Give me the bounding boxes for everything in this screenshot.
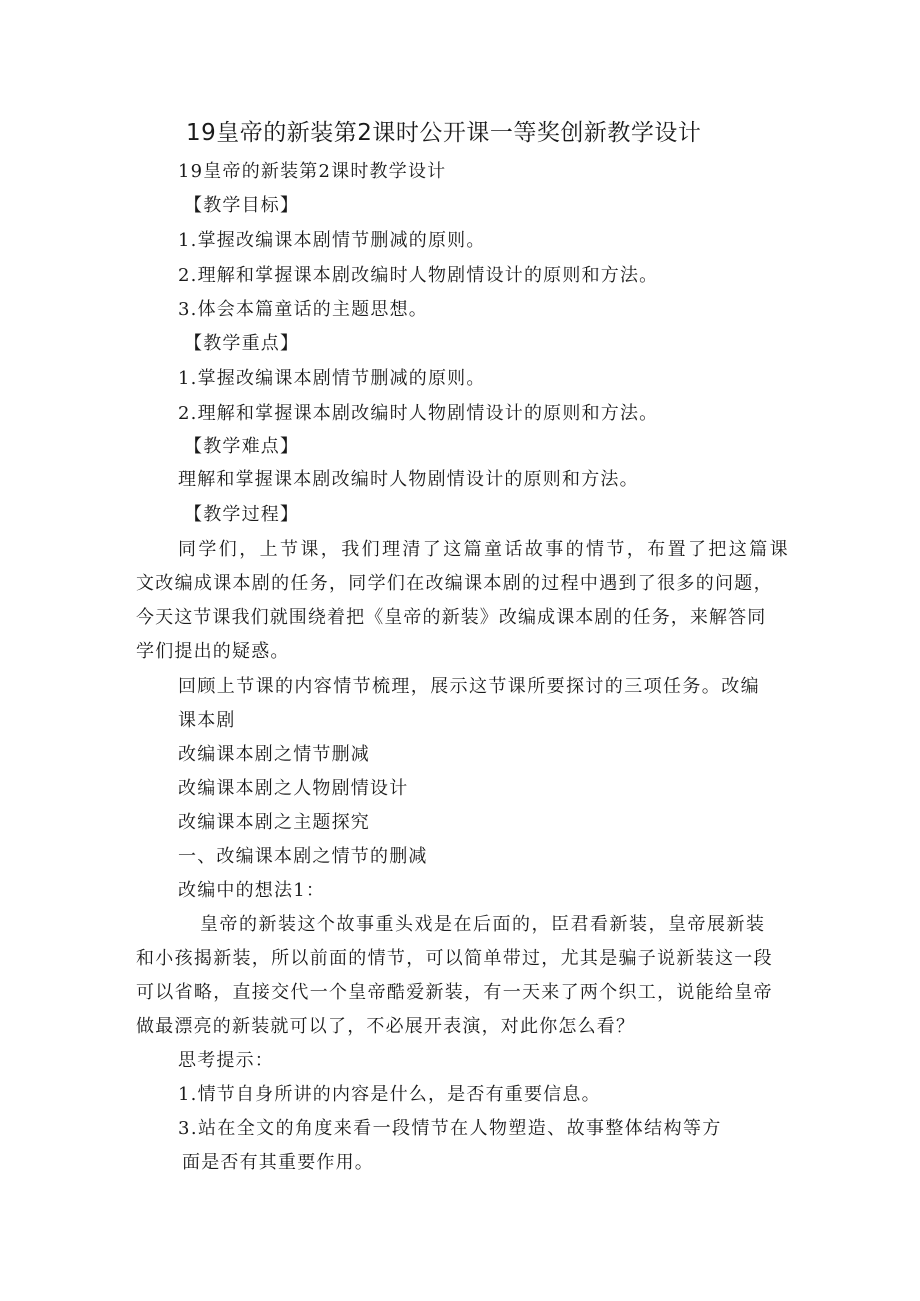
hint-item: 3.站在全文的角度来看一段情节在人物塑造、故事整体结构等方 xyxy=(178,1118,722,1139)
document-title: 19皇帝的新装第2课时公开课一等奖创新教学设计 xyxy=(186,120,702,146)
goal-item: 1.掌握改编课本剧情节删减的原则。 xyxy=(178,230,486,251)
section-one-heading: 一、改编课本剧之情节的删减 xyxy=(178,846,428,867)
idea-line: 可以省略，直接交代一个皇帝酷爱新装，有一天来了两个织工，说能给皇帝 xyxy=(136,982,773,1003)
goal-item: 3.体会本篇童话的主题思想。 xyxy=(178,299,428,320)
review-line: 回顾上节课的内容情节梳理，展示这节课所要探讨的三项任务。改编 xyxy=(178,676,760,697)
goal-item: 2.理解和掌握课本剧改编时人物剧情设计的原则和方法。 xyxy=(178,265,659,286)
document-subtitle: 19皇帝的新装第2课时教学设计 xyxy=(178,161,447,182)
difficulties-text: 理解和掌握课本剧改编时人物剧情设计的原则和方法。 xyxy=(178,469,639,490)
idea-line: 做最漂亮的新装就可以了，不必展开表演，对此你怎么看？ xyxy=(136,1016,636,1037)
idea-line: 和小孩揭新装，所以前面的情节，可以简单带过，尤其是骗子说新装这一段 xyxy=(136,948,773,969)
key-point-item: 2.理解和掌握课本剧改编时人物剧情设计的原则和方法。 xyxy=(178,403,659,424)
intro-line: 文改编成课本剧的任务，同学们在改编课本剧的过程中遇到了很多的问题， xyxy=(136,573,773,594)
review-line: 课本剧 xyxy=(178,710,236,731)
hint-item: 面是否有其重要作用。 xyxy=(182,1152,374,1173)
key-points-heading: 【教学重点】 xyxy=(184,333,300,354)
intro-line: 今天这节课我们就围绕着把《皇帝的新装》改编成课本剧的任务，来解答同 xyxy=(136,607,767,628)
key-point-item: 1.掌握改编课本剧情节删减的原则。 xyxy=(178,368,486,389)
task-item: 改编课本剧之情节删减 xyxy=(178,744,370,765)
task-item: 改编课本剧之人物剧情设计 xyxy=(178,778,409,799)
intro-line: 同学们，上节课，我们理清了这篇童话故事的情节，布置了把这篇课 xyxy=(178,539,790,560)
goals-heading: 【教学目标】 xyxy=(184,195,300,216)
process-heading: 【教学过程】 xyxy=(184,504,300,525)
idea-line: 皇帝的新装这个故事重头戏是在后面的，臣君看新装，皇帝展新装 xyxy=(200,914,766,935)
task-item: 改编课本剧之主题探究 xyxy=(178,812,370,833)
hint-item: 1.情节自身所讲的内容是什么，是否有重要信息。 xyxy=(178,1084,601,1105)
idea-label: 改编中的想法1： xyxy=(178,880,326,901)
intro-line: 学们提出的疑惑。 xyxy=(136,641,290,662)
hint-label: 思考提示： xyxy=(178,1050,274,1071)
difficulties-heading: 【教学难点】 xyxy=(184,436,300,457)
